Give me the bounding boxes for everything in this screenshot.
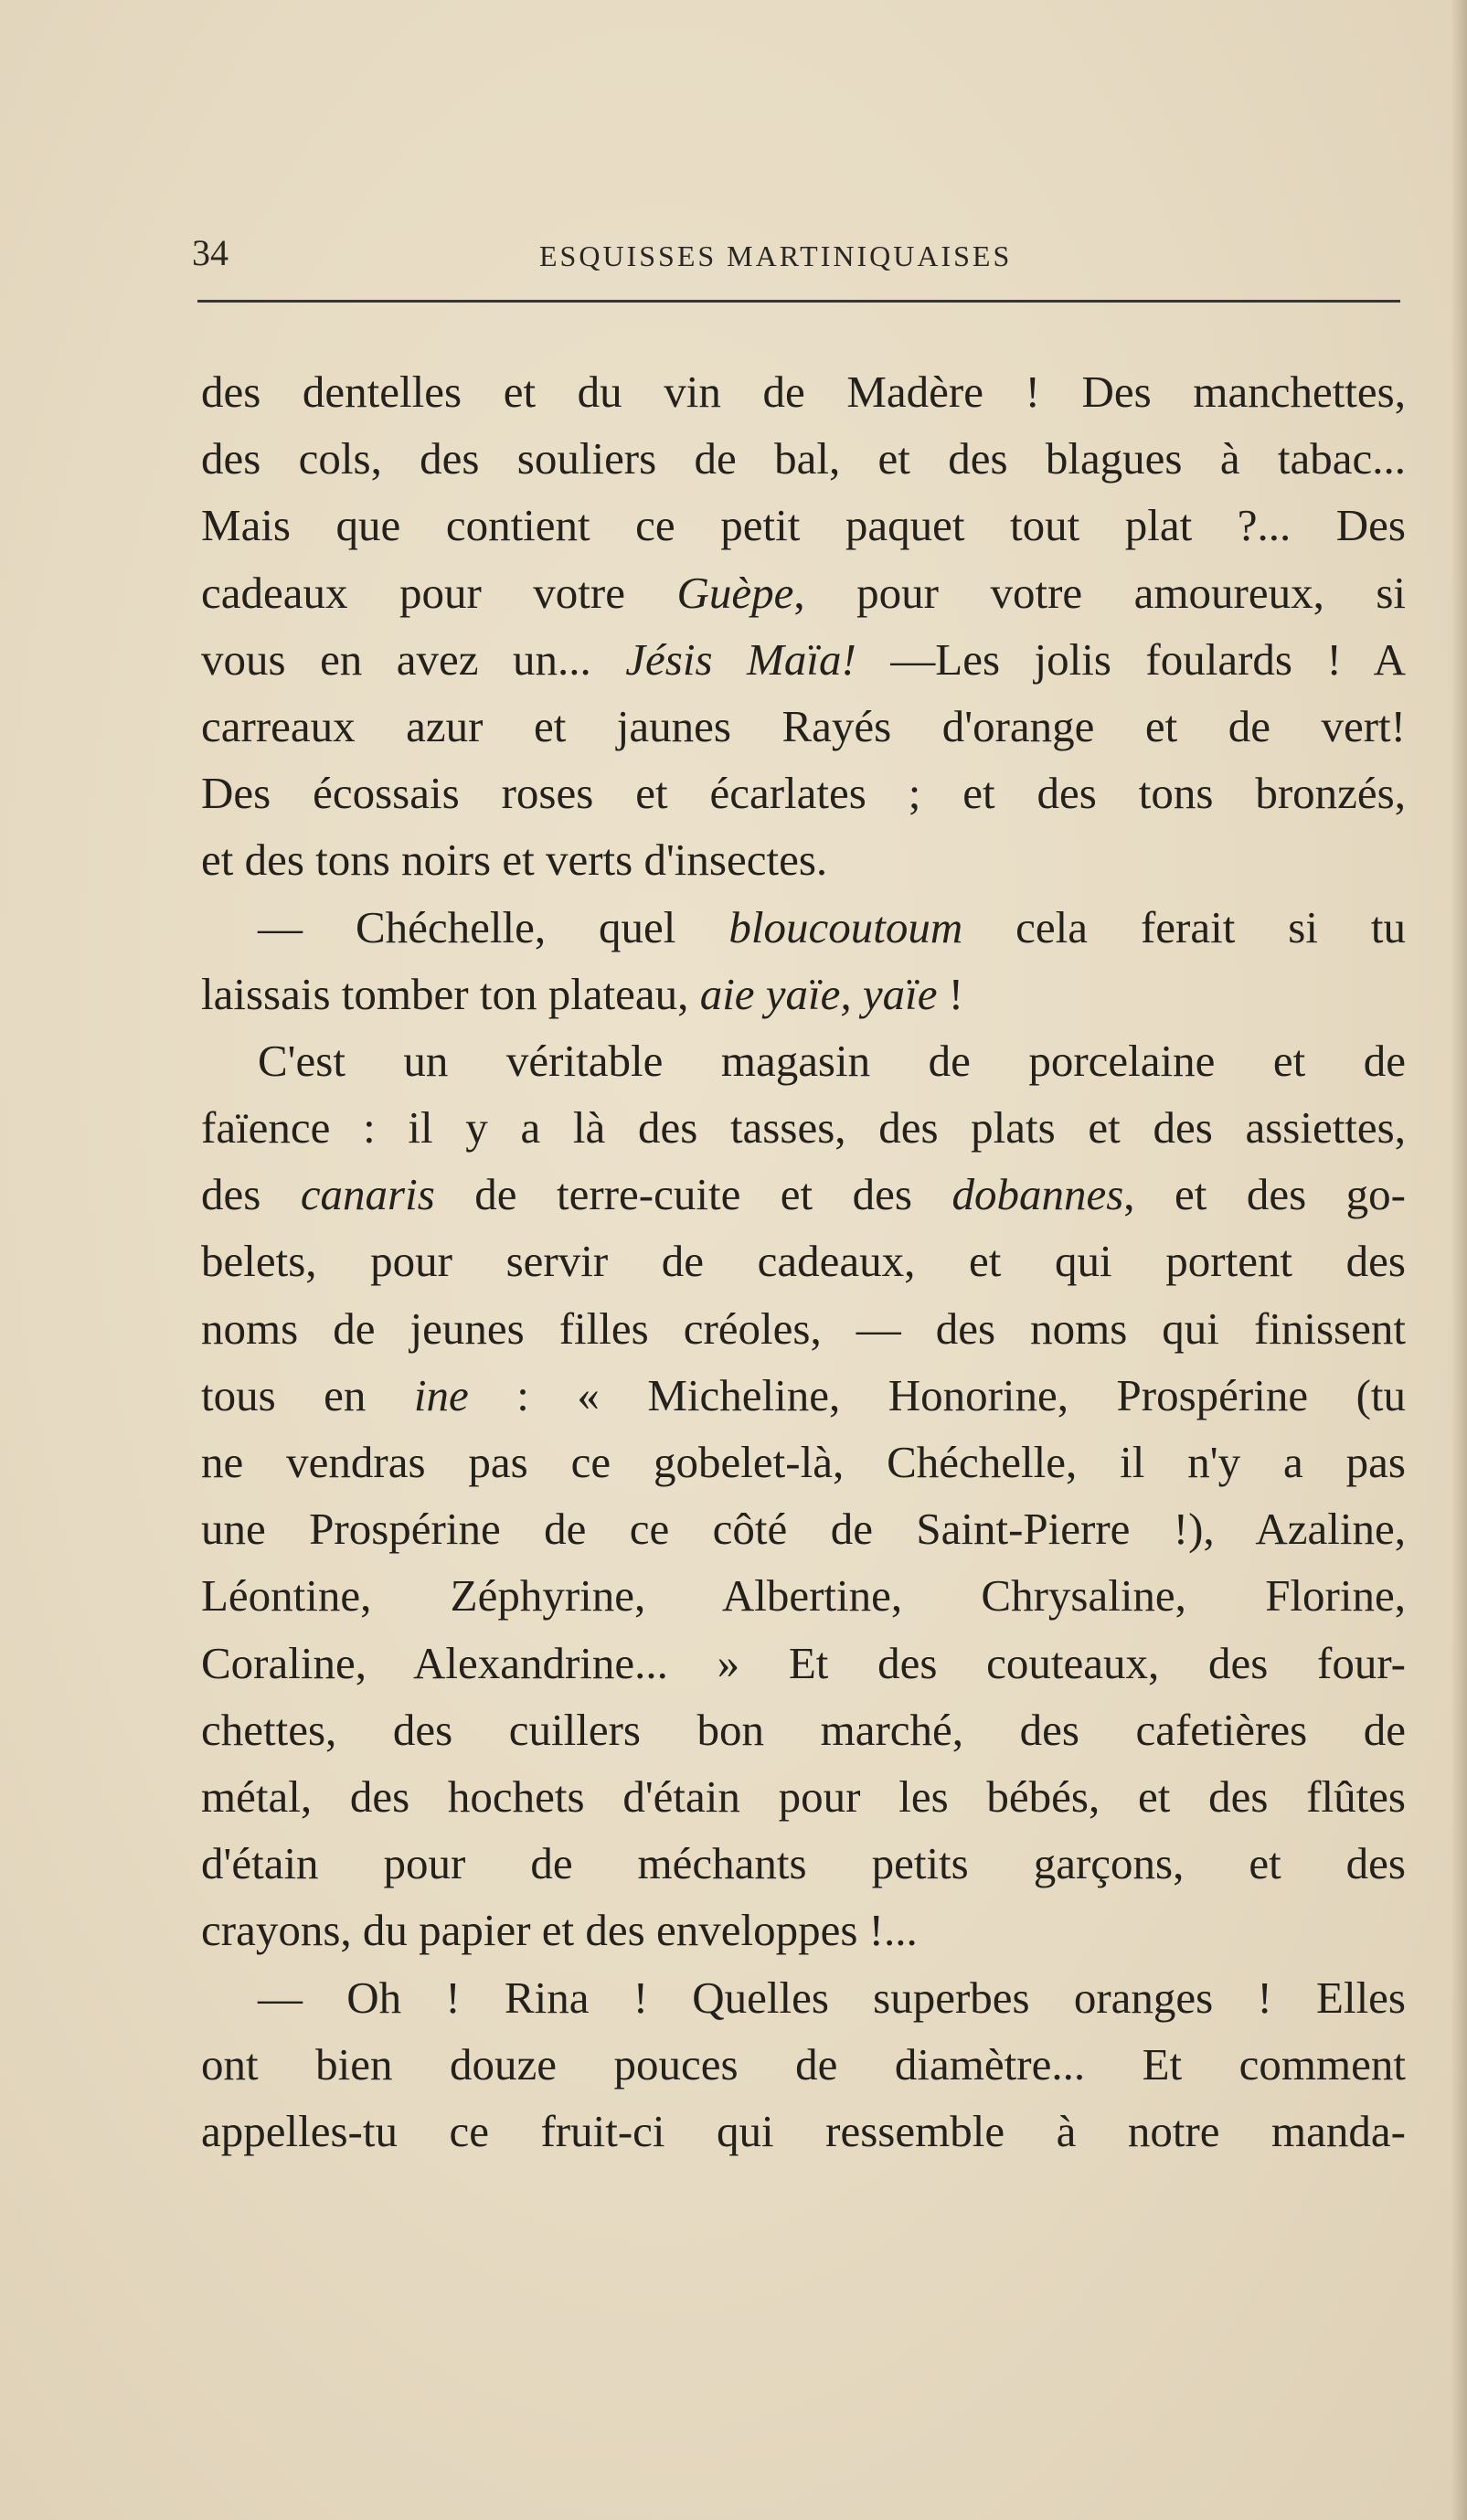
text-line bbox=[201, 760, 1406, 826]
text-segment: métal, des hochets d'étain pour les bébés, et des flûtes bbox=[201, 1770, 1406, 1822]
page-edge-shadow bbox=[1451, 0, 1467, 2520]
text-segment: vous en avez un... bbox=[201, 633, 626, 685]
text-line bbox=[201, 894, 1406, 961]
text-segment: belets, pour servir de cadeaux, et qui portent des bbox=[201, 1236, 1406, 1287]
text-line bbox=[201, 626, 1406, 693]
text-segment: cadeaux pour votre bbox=[201, 567, 677, 618]
text-line bbox=[201, 1495, 1406, 1562]
italic-term: canaris bbox=[300, 1169, 435, 1220]
text-segment: ont bien douze pouces de diamètre... Et comment bbox=[201, 2038, 1406, 2089]
text-line bbox=[201, 693, 1406, 760]
text-segment: tous en bbox=[201, 1369, 414, 1420]
header-rule bbox=[197, 300, 1400, 303]
italic-term: Jésis Maïa! bbox=[625, 633, 856, 685]
italic-term: dobannes bbox=[951, 1169, 1124, 1220]
text-segment: — Oh ! Rina ! Quelles superbes oranges ! Elles bbox=[258, 1972, 1406, 2023]
text-segment: appelles-tu ce fruit-ci qui ressemble à notre manda- bbox=[201, 2105, 1406, 2156]
text-segment: Coraline, Alexandrine... » Et des couteaux, des four- bbox=[201, 1637, 1406, 1688]
text-line bbox=[201, 1562, 1406, 1629]
text-line bbox=[201, 2031, 1406, 2098]
text-line bbox=[201, 492, 1406, 558]
text-segment: —Les jolis foulards ! A bbox=[856, 633, 1406, 685]
text-segment: des dentelles et du vin de Madère ! Des manchettes, bbox=[201, 367, 1406, 417]
text-segment: laissais tomber ton plateau, bbox=[201, 968, 700, 1019]
text-segment: — Chéchelle, quel bbox=[258, 901, 729, 952]
text-segment: , et des go- bbox=[1123, 1169, 1407, 1220]
text-line bbox=[201, 1696, 1406, 1763]
text-line bbox=[201, 2098, 1406, 2164]
text-line bbox=[201, 1964, 1406, 2031]
text-line bbox=[201, 1161, 1406, 1228]
text-segment: cela ferait si tu bbox=[962, 901, 1406, 952]
book-title: ESQUISSES MARTINIQUAISES bbox=[539, 239, 1013, 272]
text-line bbox=[201, 1897, 1406, 1963]
text-segment: des bbox=[201, 1169, 301, 1220]
text-line bbox=[201, 1027, 1406, 1094]
text-line bbox=[201, 559, 1406, 626]
italic-term: aie yaïe, yaïe bbox=[699, 968, 938, 1019]
text-segment: de terre-cuite et des bbox=[434, 1169, 952, 1220]
text-segment: : « Micheline, Honorine, Prospérine (tu bbox=[468, 1369, 1406, 1420]
text-segment: chettes, des cuillers bon marché, des cafetières de bbox=[201, 1704, 1406, 1755]
text-segment: ! bbox=[937, 968, 964, 1019]
text-line bbox=[201, 1228, 1406, 1294]
text-line bbox=[201, 1295, 1406, 1362]
text-line bbox=[201, 1094, 1406, 1161]
text-segment: d'étain pour de méchants petits garçons, et des bbox=[201, 1838, 1406, 1889]
text-line bbox=[201, 961, 1406, 1027]
text-segment: faïence : il y a là des tasses, des plats et des assiettes, bbox=[201, 1102, 1406, 1154]
text-segment: noms de jeunes filles créoles, — des noms qui finissent bbox=[201, 1303, 1406, 1354]
body-text bbox=[201, 358, 1406, 2164]
text-line bbox=[201, 1429, 1406, 1495]
text-segment: et des tons noirs et verts d'insectes. bbox=[201, 835, 828, 886]
italic-term: bloucoutoum bbox=[728, 901, 963, 952]
text-segment: C'est un véritable magasin de porcelaine et de bbox=[258, 1035, 1406, 1086]
text-segment: , pour votre amoureux, si bbox=[793, 567, 1406, 618]
text-line bbox=[201, 1362, 1406, 1429]
text-segment: Des écossais roses et écarlates ; et des tons bronzés, bbox=[201, 768, 1406, 819]
text-line bbox=[201, 826, 1406, 893]
text-segment: crayons, du papier et des enveloppes !... bbox=[201, 1905, 918, 1956]
text-segment: Léontine, Zéphyrine, Albertine, Chrysaline, Florine, bbox=[201, 1570, 1406, 1622]
text-line bbox=[201, 425, 1406, 492]
text-segment: carreaux azur et jaunes Rayés d'orange et de vert! bbox=[201, 700, 1406, 751]
text-line bbox=[201, 1630, 1406, 1696]
page-number: 34 bbox=[192, 232, 229, 273]
running-head bbox=[192, 230, 1408, 294]
text-segment: une Prospérine de ce côté de Saint-Pierre !), Azaline, bbox=[201, 1504, 1406, 1555]
text-line bbox=[201, 358, 1406, 425]
italic-term: ine bbox=[413, 1369, 469, 1420]
text-segment: des cols, des souliers de bal, et des blagues à tabac... bbox=[201, 433, 1406, 484]
text-line bbox=[201, 1763, 1406, 1830]
text-segment: ne vendras pas ce gobelet-là, Chéchelle, il n'y a pas bbox=[201, 1437, 1406, 1487]
text-segment: Mais que contient ce petit paquet tout plat ?... Des bbox=[201, 500, 1406, 551]
text-line bbox=[201, 1830, 1406, 1897]
italic-term: Guèpe bbox=[676, 567, 794, 618]
